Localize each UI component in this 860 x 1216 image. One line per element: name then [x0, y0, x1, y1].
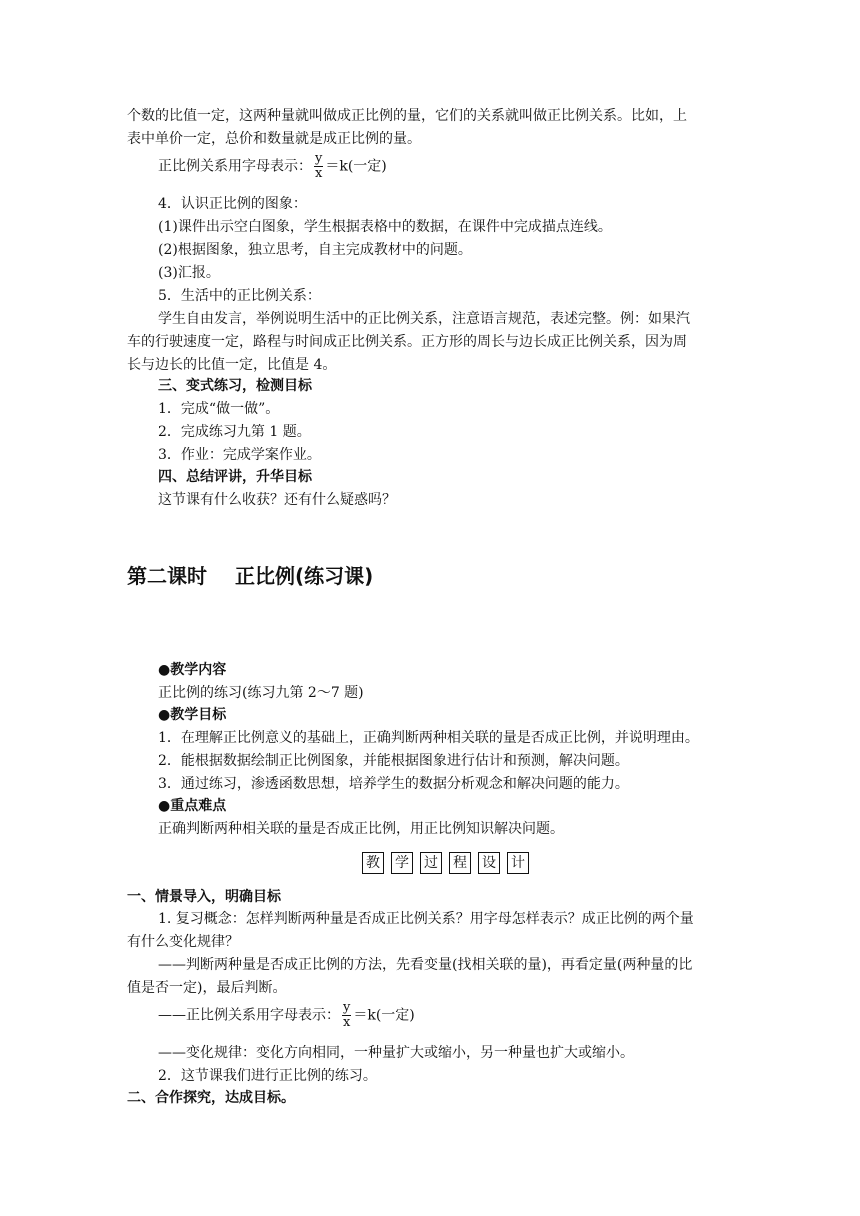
- list-item: 2．完成练习九第 1 题。: [158, 424, 311, 440]
- list-item: (2)根据图象，独立思考，自主完成教材中的问题。: [158, 242, 472, 258]
- step-heading: 5．生活中的正比例关系：: [158, 288, 321, 304]
- paragraph-line: 学生自由发言，举例说明生活中的正比例关系，注意语言规范，表述完整。例：如果汽: [158, 311, 690, 327]
- section-heading: 四、总结评讲，升华目标: [158, 469, 312, 485]
- paragraph-line: 正比例的练习(练习九第 2～7 题): [158, 685, 364, 701]
- paragraph-line: 正确判断两种相关联的量是否成正比例，用正比例知识解决问题。: [158, 821, 564, 837]
- formula-proportion: [158, 152, 387, 188]
- list-item: 3．通过练习，渗透函数思想，培养学生的数据分析观念和解决问题的能力。: [158, 776, 629, 792]
- formula-prefix: ——正比例关系用字母表示：: [158, 1007, 340, 1024]
- fraction-numerator: y: [343, 1000, 351, 1015]
- section-heading: ●重点难点: [158, 798, 227, 814]
- fraction: [342, 1001, 351, 1030]
- list-item: (1)课件出示空白图象，学生根据表格中的数据，在课件中完成描点连线。: [158, 219, 612, 235]
- formula-proportion: [158, 1001, 415, 1037]
- section-heading: ●教学目标: [158, 707, 227, 723]
- formula-prefix: 正比例关系用字母表示：: [158, 158, 312, 175]
- boxed-char: 过: [420, 852, 442, 874]
- step-heading: 4．认识正比例的图象：: [158, 196, 307, 212]
- paragraph-line: 个数的比值一定，这两种量就叫做成正比例的量，它们的关系就叫做正比例关系。比如，上: [127, 108, 687, 124]
- paragraph-line: ——变化规律：变化方向相同，一种量扩大或缩小，另一种量也扩大或缩小。: [158, 1045, 634, 1061]
- fraction: [314, 152, 323, 181]
- fraction-denominator: x: [343, 1015, 351, 1030]
- lesson-title-name: 正比例(练习课): [235, 564, 374, 588]
- paragraph-line: 表中单价一定，总价和数量就是成正比例的量。: [127, 131, 421, 147]
- list-item: 1．完成“做一做”。: [158, 401, 280, 417]
- boxed-char: 程: [449, 852, 471, 874]
- section-heading: 一、情景导入，明确目标: [127, 889, 281, 905]
- boxed-char: 教: [362, 852, 384, 874]
- paragraph-line: 1. 复习概念：怎样判断两种量是否成正比例关系？用字母怎样表示？成正比例的两个量: [158, 911, 694, 927]
- boxed-char: 学: [391, 852, 413, 874]
- boxed-char: 计: [507, 852, 529, 874]
- fraction-denominator: x: [315, 166, 323, 181]
- lesson-title: [127, 562, 373, 590]
- section-heading: 三、变式练习，检测目标: [158, 378, 312, 394]
- section-heading: 二、合作探究，达成目标。: [127, 1090, 295, 1106]
- list-item: (3)汇报。: [158, 265, 220, 281]
- list-item: 3．作业：完成学案作业。: [158, 447, 321, 463]
- list-item: 1．在理解正比例意义的基础上，正确判断两种相关联的量是否成正比例，并说明理由。: [158, 730, 699, 746]
- lesson-title-number: 第二课时: [127, 564, 207, 588]
- paragraph-line: 值是否一定)，最后判断。: [127, 980, 287, 996]
- boxed-char: 设: [478, 852, 500, 874]
- list-item: 2．这节课我们进行正比例的练习。: [158, 1068, 377, 1084]
- fraction-numerator: y: [315, 151, 323, 166]
- list-item: 2．能根据数据绘制正比例图象，并能根据图象进行估计和预测，解决问题。: [158, 753, 629, 769]
- paragraph-line: ——判断两种量是否成正比例的方法，先看变量(找相关联的量)，再看定量(两种量的比: [158, 957, 693, 973]
- formula-suffix: ＝k(一定): [325, 158, 387, 175]
- section-heading: ●教学内容: [158, 662, 227, 678]
- boxed-heading: [362, 852, 529, 874]
- paragraph-line: 有什么变化规律？: [127, 934, 239, 950]
- formula-suffix: ＝k(一定): [353, 1007, 415, 1024]
- paragraph-line: 这节课有什么收获？还有什么疑惑吗？: [158, 492, 396, 508]
- paragraph-line: 车的行驶速度一定，路程与时间成正比例关系。正方形的周长与边长成正比例关系，因为周: [127, 334, 687, 350]
- paragraph-line: 长与边长的比值一定，比值是 4。: [127, 357, 337, 373]
